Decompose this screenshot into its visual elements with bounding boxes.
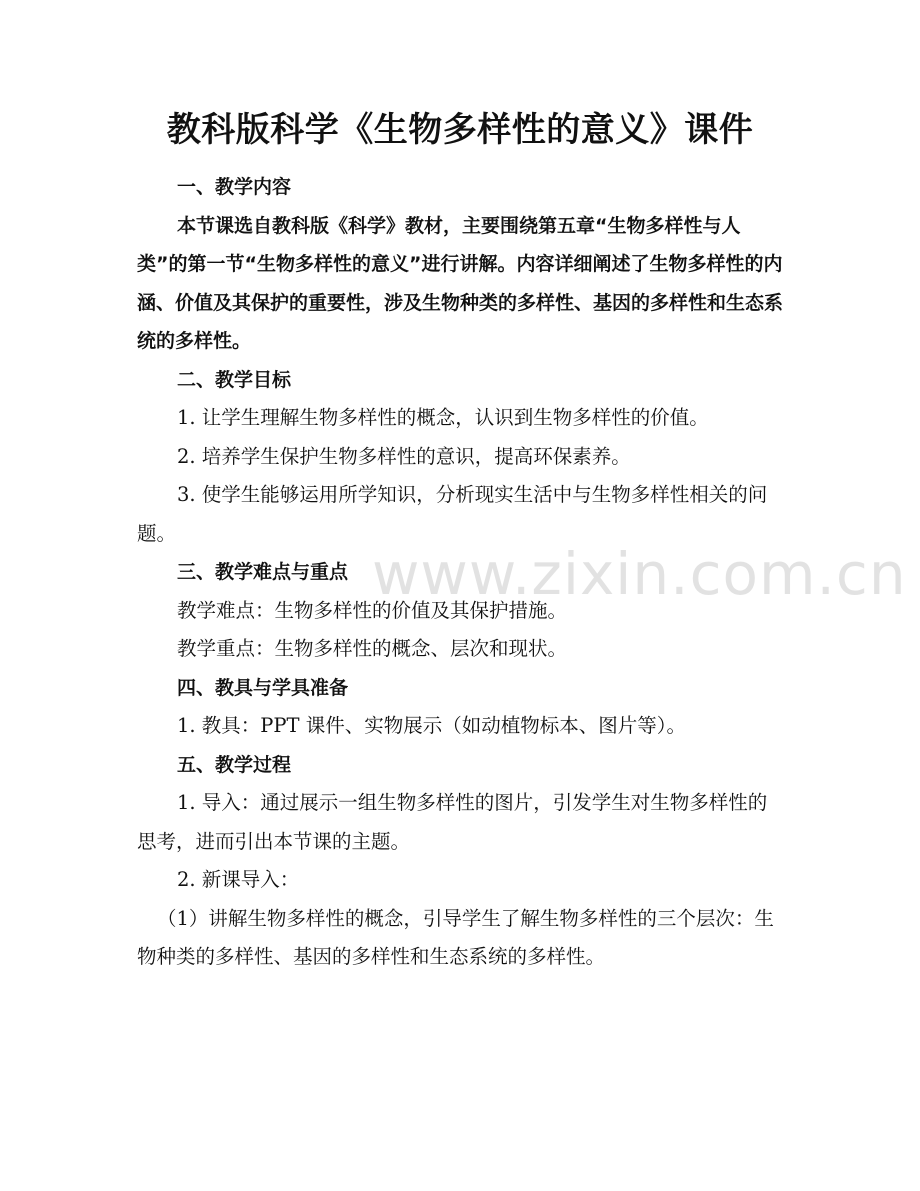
document-body [137,168,783,977]
objective-item-2: 2. 培养学生保护生物多样性的意识，提高环保素养。 [177,444,631,468]
watermark: www.zixin.com.cn [372,540,907,608]
process-item-2: 2. 新课导入： [177,868,300,891]
document-title: 教科版科学《生物多样性的意义》课件 [166,110,754,150]
section-heading-process: 五、教学过程 [177,753,292,776]
section-heading-content: 一、教学内容 [177,176,292,198]
section-heading-materials: 四、教具与学具准备 [177,676,349,699]
section-content-paragraph: 本节课选自教科版《科学》教材，主要围绕第五章“生物多样性与人类”的第一节“生物多样性的意义”进行讲解。内容详细阐述了生物多样性的内涵、价值及其保护的重要性，涉及生物种类的多样性、基因的多样性和生态系统的多样性。 [137,214,784,352]
process-item-1: 1. 导入：通过展示一组生物多样性的图片，引发学生对生物多样性的思考，进而引出本节课的主题。 [137,791,768,853]
section-heading-objectives: 二、教学目标 [177,368,292,391]
difficulty-text: 教学难点：生物多样性的价值及其保护措施。 [177,598,568,622]
objective-item-1: 1. 让学生理解生物多样性的概念，认识到生物多样性的价值。 [177,406,709,429]
key-points-text: 教学重点：生物多样性的概念、层次和现状。 [177,637,568,660]
objective-item-3: 3. 使学生能够运用所学知识，分析现实生活中与生物多样性相关的问题。 [137,483,768,545]
materials-item-1: 1. 教具：PPT 课件、实物展示（如动植物标本、图片等）。 [177,714,686,737]
section-heading-difficulty-key: 三、教学难点与重点 [177,561,349,583]
process-item-2-sub-1: （1）讲解生物多样性的概念，引导学生了解生物多样性的三个层次：生物种类的多样性、基因的多样性和生态系统的多样性。 [137,906,774,968]
